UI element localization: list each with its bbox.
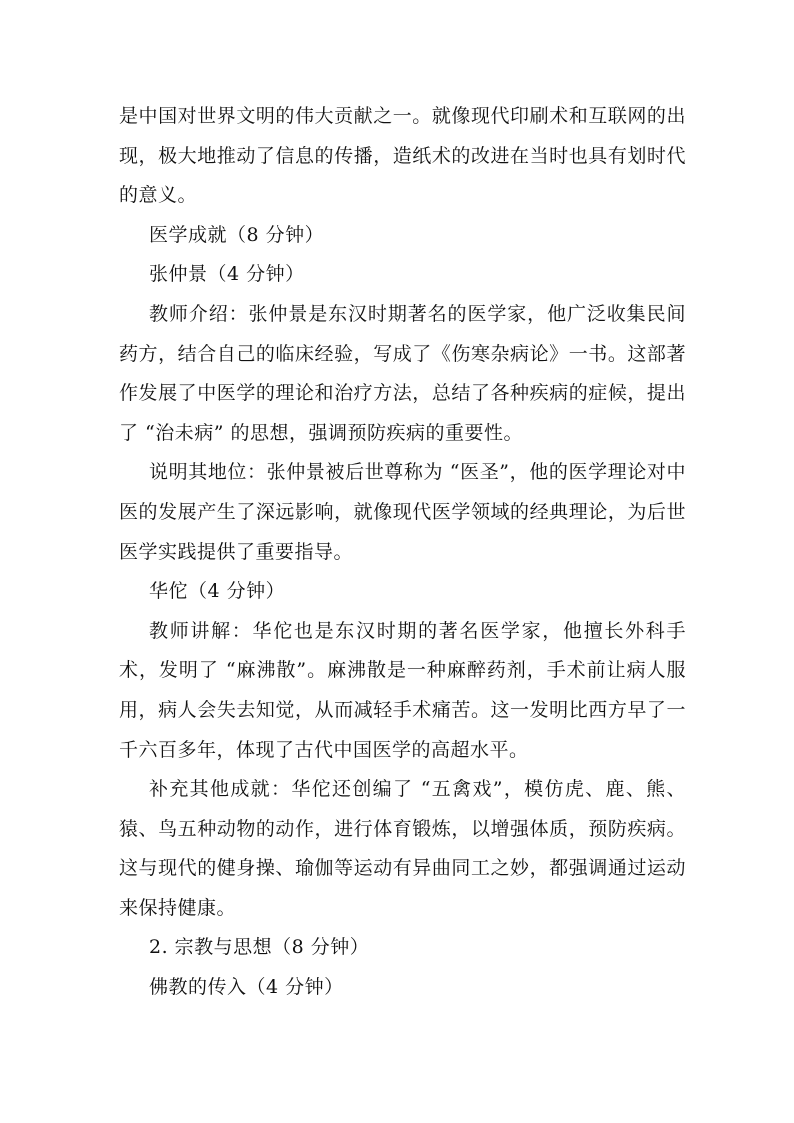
heading-religion-thought: 2. 宗教与思想（8 分钟）	[149, 936, 370, 959]
paragraph-hua-tuo-wuqinxi: 补充其他成就：华佗还创编了 “五禽戏”，模仿虎、鹿、熊、猿、鸟五种动物的动作，进行体育锻炼，以增强体质，预防疾病。这与现代的健身操、瑜伽等运动有异曲同工之妙，都强调通过运动来保持健康。	[119, 778, 686, 919]
heading-zhang-zhongjing: 张仲景（4 分钟）	[149, 263, 305, 286]
document-body	[119, 97, 686, 1008]
paragraph-papermaking-significance: 是中国对世界文明的伟大贡献之一。就像现代印刷术和互联网的出现，极大地推动了信息的传播，造纸术的改进在当时也具有划时代的意义。	[119, 105, 686, 207]
heading-medical-achievements: 医学成就（8 分钟）	[149, 223, 325, 246]
heading-hua-tuo: 华佗（4 分钟）	[149, 580, 286, 603]
heading-buddhism-introduction: 佛教的传入（4 分钟）	[149, 976, 344, 999]
paragraph-zhang-intro: 教师介绍：张仲景是东汉时期著名的医学家，他广泛收集民间药方，结合自己的临床经验，写成了《伤寒杂病论》一书。这部著作发展了中医学的理论和治疗方法，总结了各种疾病的症候，提出了 “治未病” 的思想，强调预防疾病的重要性。	[119, 302, 686, 444]
paragraph-zhang-status: 说明其地位：张仲景被后世尊称为 “医圣”，他的医学理论对中医的发展产生了深远影响，就像现代医学领域的经典理论，为后世医学实践提供了重要指导。	[119, 461, 686, 563]
paragraph-hua-tuo-mafeisan: 教师讲解：华佗也是东汉时期的著名医学家，他擅长外科手术，发明了 “麻沸散”。麻沸散是一种麻醉药剂，手术前让病人服用，病人会失去知觉，从而减轻手术痛苦。这一发明比西方早了一千六百多年，体现了古代中国医学的高超水平。	[119, 619, 686, 761]
